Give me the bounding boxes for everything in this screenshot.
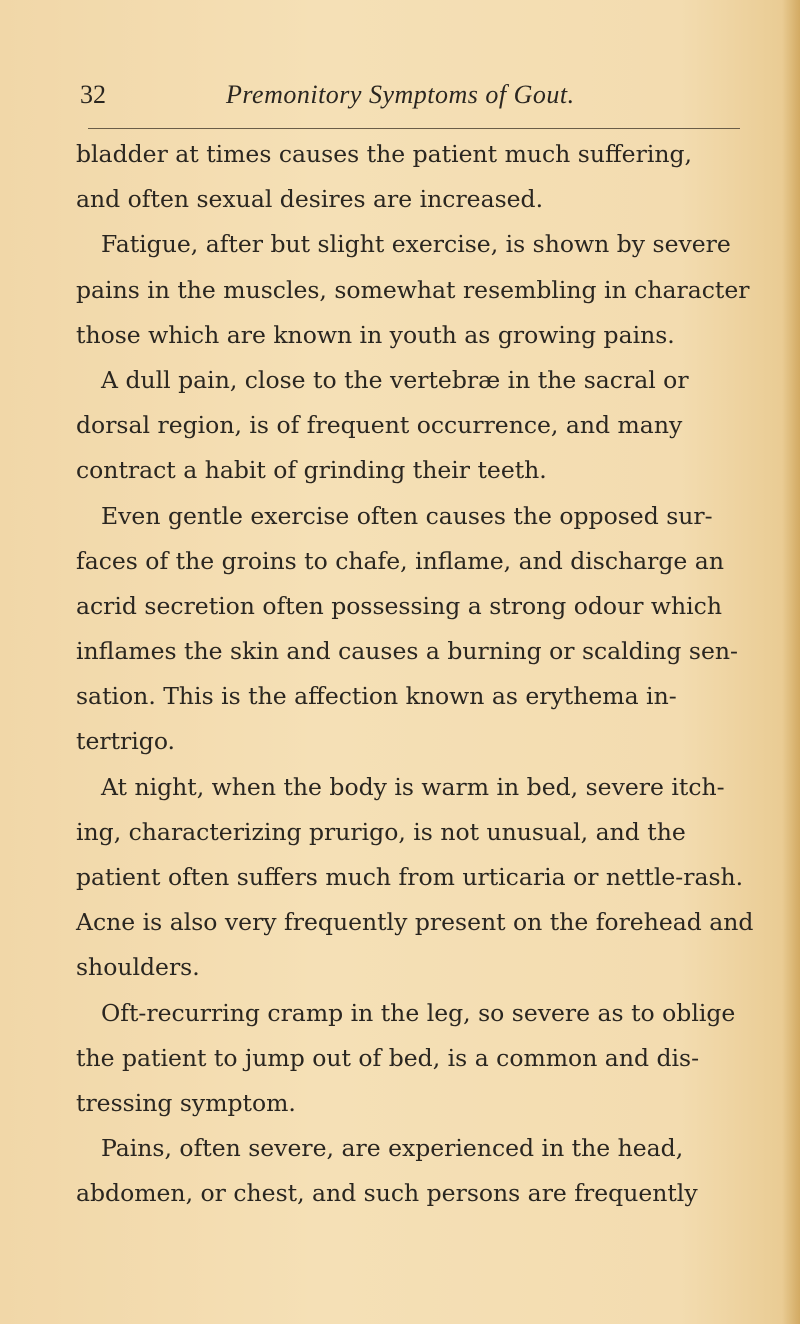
text-line: shoulders.: [76, 953, 200, 982]
paragraph-start-line: Fatigue, after but slight exercise, is shown by severe: [101, 230, 731, 259]
text-line: Acne is also very frequently present on the forehead and: [76, 908, 754, 937]
text-line: ing, characterizing prurigo, is not unusual, and the: [76, 817, 686, 846]
text-line: patient often suffers much from urticaria or nettle-rash.: [76, 863, 744, 891]
body-text: [76, 132, 772, 1217]
paragraph-start-line: A dull pain, close to the vertebræ in the sacral or: [101, 365, 689, 394]
page-edge-shadow: [782, 0, 800, 1324]
page-number: 32: [80, 80, 106, 109]
text-line: pains in the muscles, somewhat resembling in character: [76, 275, 750, 304]
text-line: dorsal region, is of frequent occurrence, and many: [76, 411, 683, 440]
text-line: the patient to jump out of bed, is a common and dis-: [76, 1043, 700, 1072]
text-line: faces of the groins to chafe, inflame, and discharge an: [76, 546, 724, 575]
paragraph-start-line: At night, when the body is warm in bed, severe itch-: [101, 772, 725, 801]
paragraph-start-line: Even gentle exercise often causes the opposed sur-: [101, 501, 713, 530]
text-line: contract a habit of grinding their teeth.: [76, 456, 547, 485]
text-line: bladder at times causes the patient much suffering,: [76, 140, 692, 168]
header-rule: [88, 128, 740, 129]
text-line: those which are known in youth as growing pains.: [76, 320, 675, 349]
text-line: and often sexual desires are increased.: [76, 185, 544, 214]
text-line: inflames the skin and causes a burning or scalding sen-: [76, 637, 738, 666]
text-line: tressing symptom.: [76, 1088, 296, 1117]
text-line: tertrigo.: [76, 727, 176, 756]
paragraph-start-line: Oft-recurring cramp in the leg, so severe as to oblige: [101, 998, 736, 1027]
text-line: sation. This is the affection known as erythema in-: [76, 682, 677, 711]
text-line: abdomen, or chest, and such persons are frequently: [76, 1179, 698, 1208]
page-header: [80, 80, 740, 120]
running-title: Premonitory Symptoms of Gout.: [226, 80, 575, 109]
text-line: acrid secretion often possessing a strong odour which: [76, 591, 722, 620]
paragraph-start-line: Pains, often severe, are experienced in the head,: [101, 1134, 684, 1163]
